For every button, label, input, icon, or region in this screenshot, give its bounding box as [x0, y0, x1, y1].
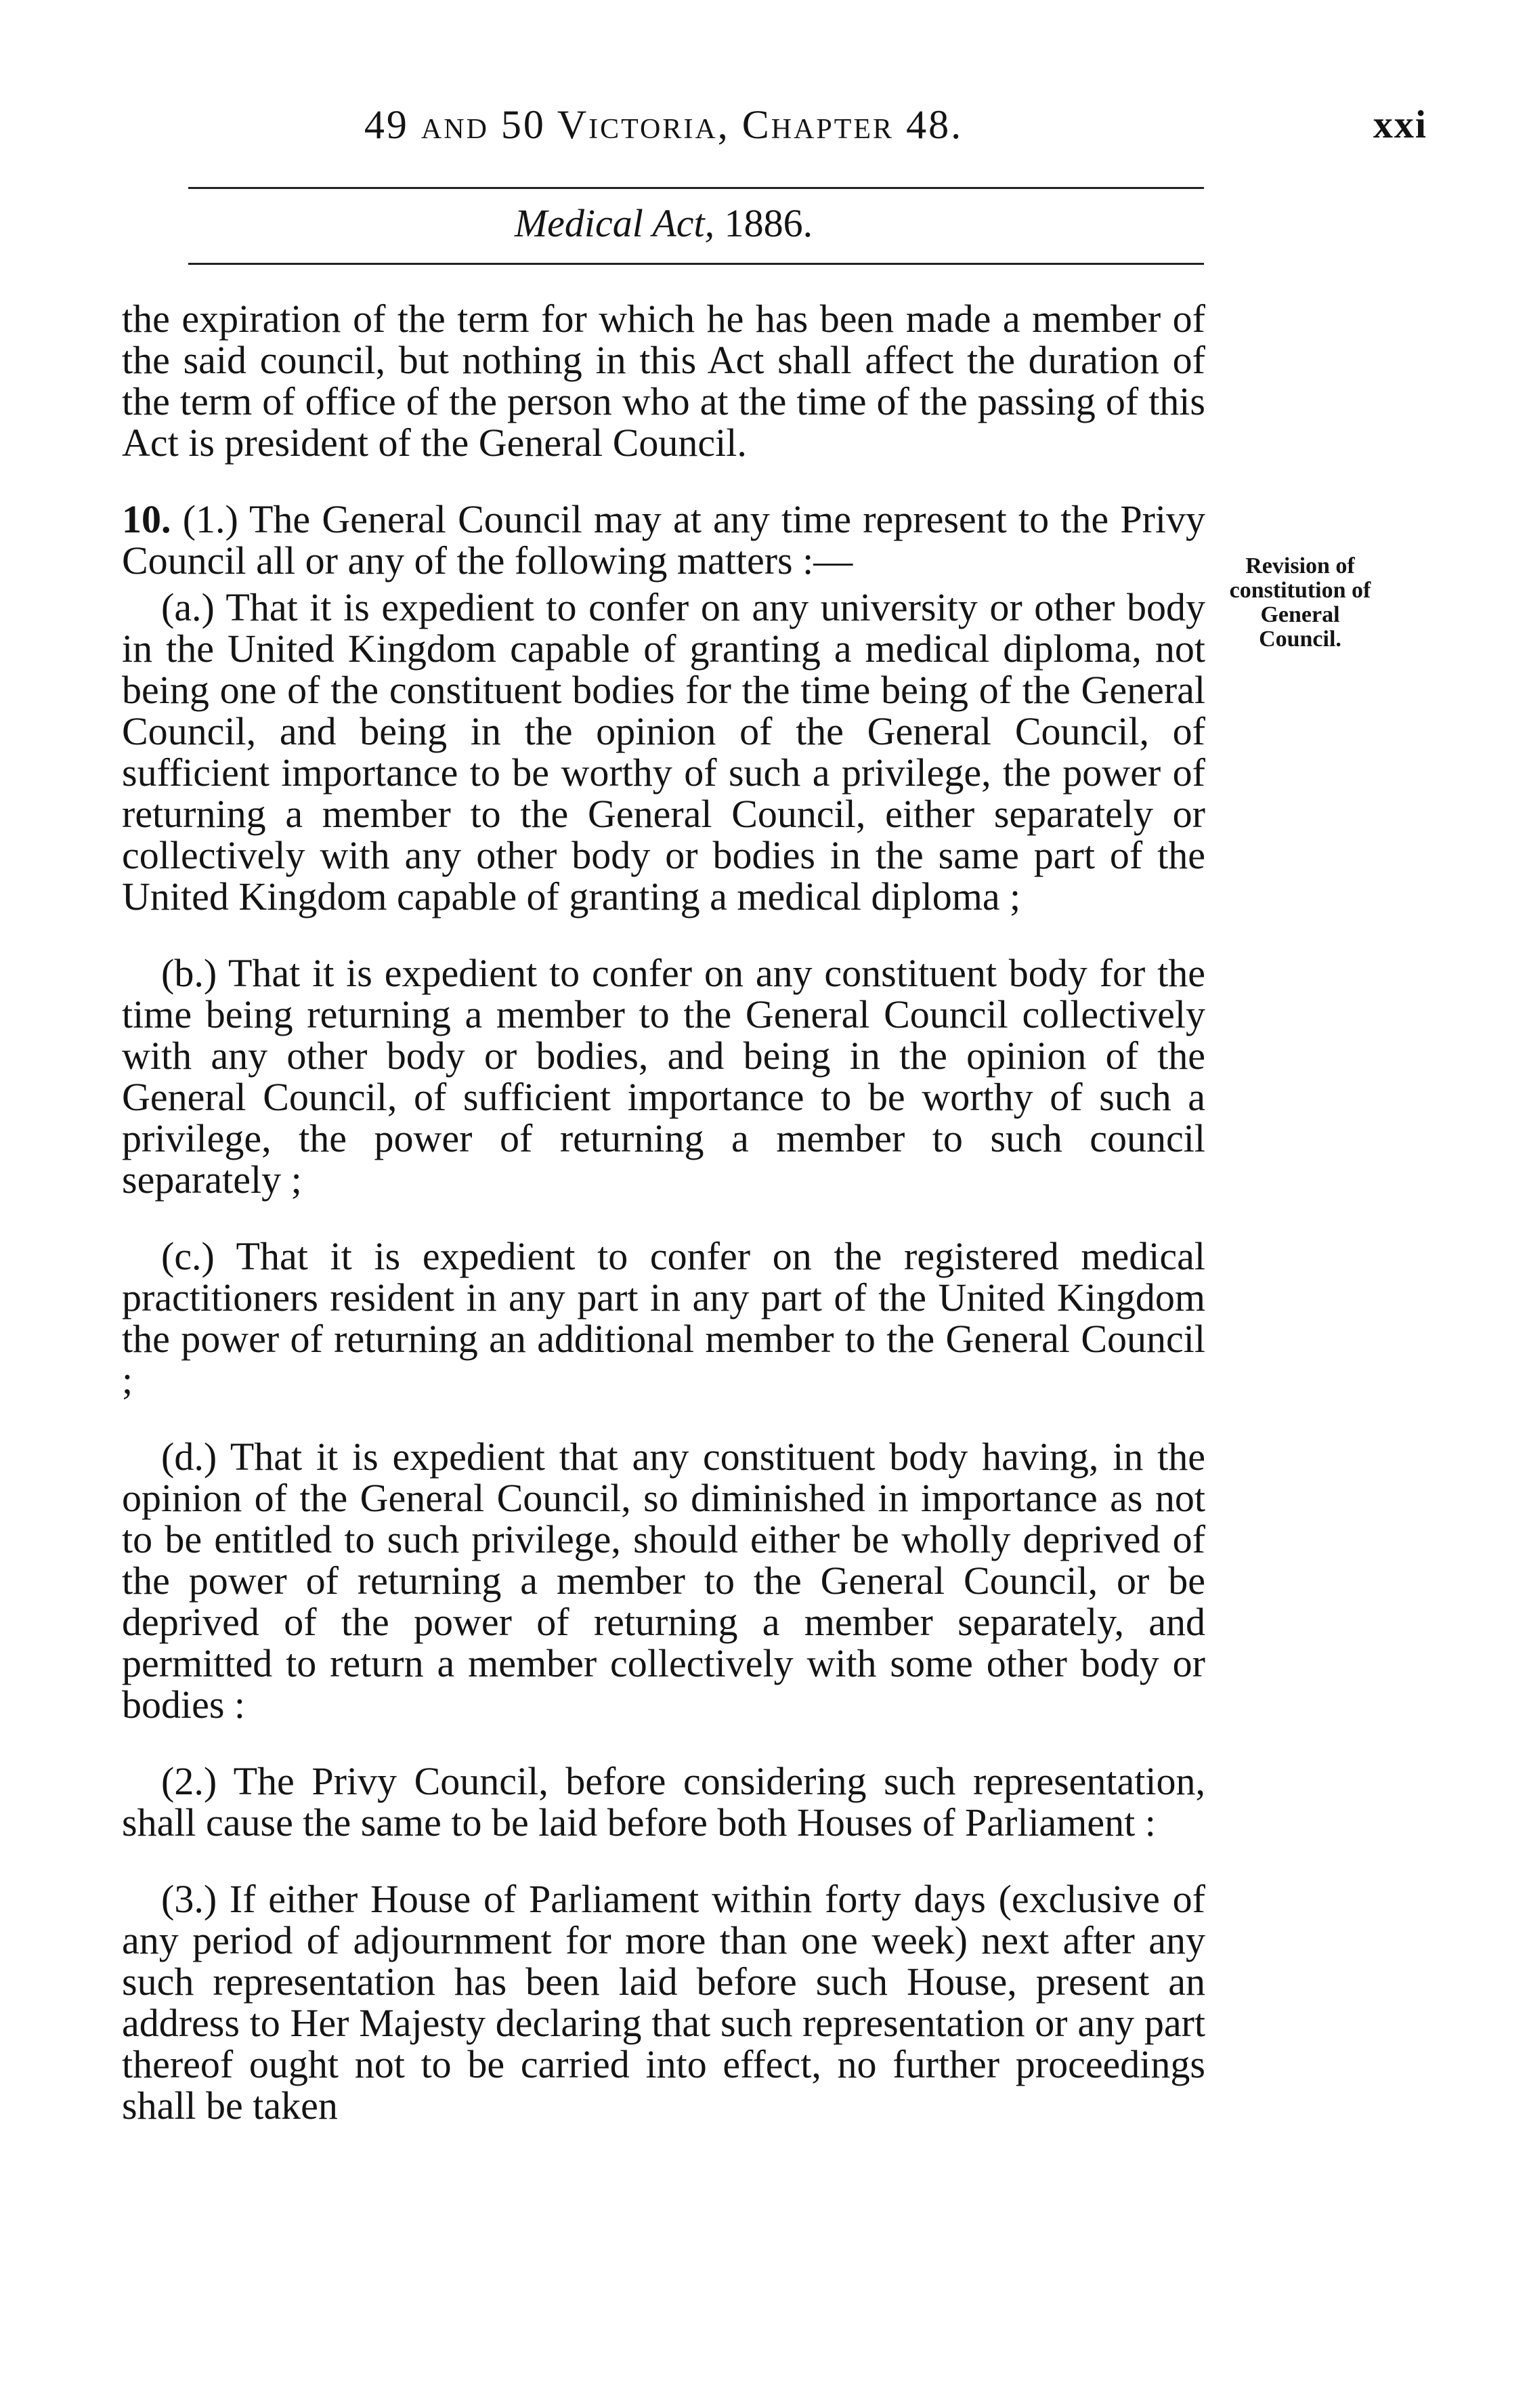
marginal-note: Revision of constitution of General Council. [1229, 553, 1371, 652]
running-title: 49 and 50 Victoria, Chapter 48. [364, 102, 964, 147]
subsection-3: (3.) If either House of Parliament within forty days (exclusive of any period of adjournment for more than one week) next after any such representation has been laid before such House, present an address to Her Majesty declaring that such representation or any part thereof ought not to be carried into effect, no further proceedings shall be taken [122, 1877, 1205, 2128]
continuation-paragraph: the expiration of the term for which he has been made a member of the said council, but nothing in this Act shall affect the duration of the term of office of the person who at the time of the passing of this Act is president of the General Council. [122, 297, 1205, 465]
short-title-name: Medical Act, [514, 201, 715, 245]
running-head [0, 102, 1529, 156]
section-number: 10. [122, 497, 171, 541]
header-rule-bottom [188, 263, 1204, 265]
page-number: xxi [1373, 102, 1427, 146]
clause-d: (d.) That it is expedient that any constituent body having, in the opinion of the General Council, so diminished in importance as not to be entitled to such privilege, should either be wholly deprived of the power of returning a member to the General Council, or be deprived of the power of returning a member separately, and permitted to return a member collectively with some other body or bodies : [122, 1435, 1205, 1727]
clause-b: (b.) That it is expedient to confer on any constituent body for the time being returning a member to the General Council collectively with any other body or bodies, and being in the opinion of the General Council, of sufficient importance to be worthy of such a privilege, the power of returning a member to such council separately ; [122, 951, 1205, 1202]
section-10-intro [122, 499, 1205, 581]
body-text [122, 298, 1205, 2161]
clause-a: (a.) That it is expedient to confer on any university or other body in the United Kingdom capable of granting a medical diploma, not being one of the constituent bodies for the time being of the General Council, and being in the opinion of the General Council, of sufficient importance to be worthy of such a privilege, the power of returning a member to the General Council, either separately or collectively with any other body or bodies in the same part of the United Kingdom capable of granting a medical diploma ; [122, 585, 1205, 918]
subsection-2: (2.) The Privy Council, before considering such representation, shall cause the same to be laid before both Houses of Parliament : [122, 1759, 1205, 1844]
short-title-year: 1886. [724, 201, 813, 245]
section-intro-text: (1.) The General Council may at any time represent to the Privy Council all or any of the following matters :— [122, 497, 1206, 583]
short-title [122, 200, 1205, 246]
header-rule-top [188, 187, 1204, 189]
clause-c: (c.) That it is expedient to confer on the registered medical practitioners resident in any part in any part of the United Kingdom the power of returning an additional member to the General Council ; [122, 1234, 1205, 1402]
